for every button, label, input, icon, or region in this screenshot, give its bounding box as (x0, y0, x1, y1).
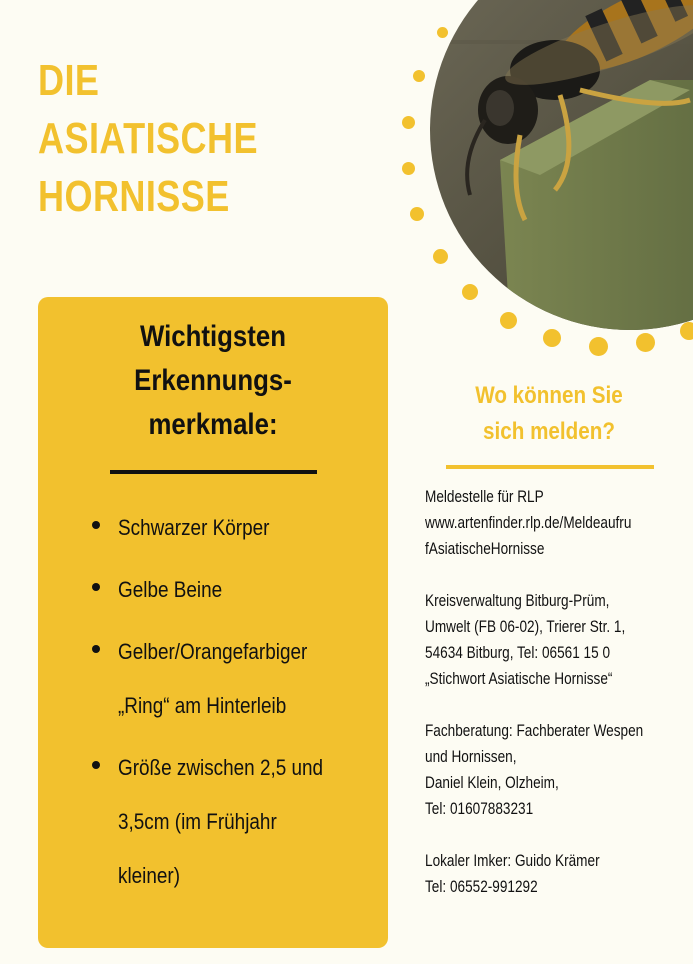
contact-line: und Hornissen, (425, 747, 517, 766)
contact-divider (446, 465, 654, 469)
list-item-text: kleiner) (118, 863, 181, 888)
list-item-text: Gelber/Orangefarbiger (118, 639, 308, 664)
hornet-photo (430, 0, 693, 330)
contact-block-fachberatung (425, 718, 665, 822)
contact-line: „Stichwort Asiatische Hornisse“ (425, 669, 613, 688)
features-heading-line: Wichtigsten (140, 320, 286, 353)
bullet-icon (92, 645, 100, 653)
contact-line: Tel: 01607883231 (425, 799, 534, 818)
list-item-text: 3,5cm (im Frühjahr (118, 809, 277, 834)
title-line: ASIATISCHE (38, 114, 258, 163)
decor-dot (413, 70, 425, 82)
contact-block-kreisverwaltung (425, 588, 665, 692)
features-heading-line: merkmale: (148, 408, 278, 441)
poster-title (38, 52, 284, 226)
contact-line: Tel: 06552-991292 (425, 877, 538, 896)
features-heading (38, 315, 388, 447)
list-item (90, 501, 380, 555)
decor-dot (437, 27, 448, 38)
features-list (90, 501, 380, 911)
contact-info (425, 484, 665, 926)
decor-dot (500, 312, 517, 329)
decor-dot (402, 162, 415, 175)
contact-line: Kreisverwaltung Bitburg-Prüm, (425, 591, 610, 610)
decor-dot (402, 116, 415, 129)
contact-line: Lokaler Imker: Guido Krämer (425, 851, 600, 870)
contact-block-imker (425, 848, 665, 900)
features-divider (110, 470, 317, 474)
title-line: HORNISSE (38, 172, 230, 221)
features-heading-line: Erkennungs- (134, 364, 292, 397)
bullet-icon (92, 521, 100, 529)
list-item (90, 563, 380, 617)
contact-line: Daniel Klein, Olzheim, (425, 773, 559, 792)
decor-dot (462, 284, 478, 300)
contact-line: Umwelt (FB 06-02), Trierer Str. 1, (425, 617, 626, 636)
decor-dot (680, 322, 693, 340)
contact-heading-line: Wo können Sie (475, 382, 623, 409)
bullet-icon (92, 761, 100, 769)
list-item (90, 625, 380, 733)
title-line: DIE (38, 56, 100, 105)
contact-line: 54634 Bitburg, Tel: 06561 15 0 (425, 643, 611, 662)
decor-dot (543, 329, 561, 347)
list-item-text: Größe zwischen 2,5 und (118, 755, 324, 780)
bullet-icon (92, 583, 100, 591)
decor-dot (433, 249, 448, 264)
contact-line: Meldestelle für RLP (425, 487, 544, 506)
contact-line: Fachberatung: Fachberater Wespen (425, 721, 644, 740)
contact-link[interactable]: www.artenfinder.rlp.de/Meldeaufru (425, 513, 632, 532)
decor-dot (636, 333, 655, 352)
contact-block-meldestelle (425, 484, 665, 562)
decor-dot (410, 207, 424, 221)
list-item-text: Schwarzer Körper (118, 515, 270, 540)
list-item-text: Gelbe Beine (118, 577, 223, 602)
list-item (90, 741, 380, 903)
features-card (38, 297, 388, 948)
contact-heading-line: sich melden? (483, 418, 615, 445)
list-item-text: „Ring“ am Hinterleib (118, 693, 287, 718)
decor-dot (589, 337, 608, 356)
contact-heading (446, 378, 652, 450)
contact-link[interactable]: fAsiatischeHornisse (425, 539, 545, 558)
